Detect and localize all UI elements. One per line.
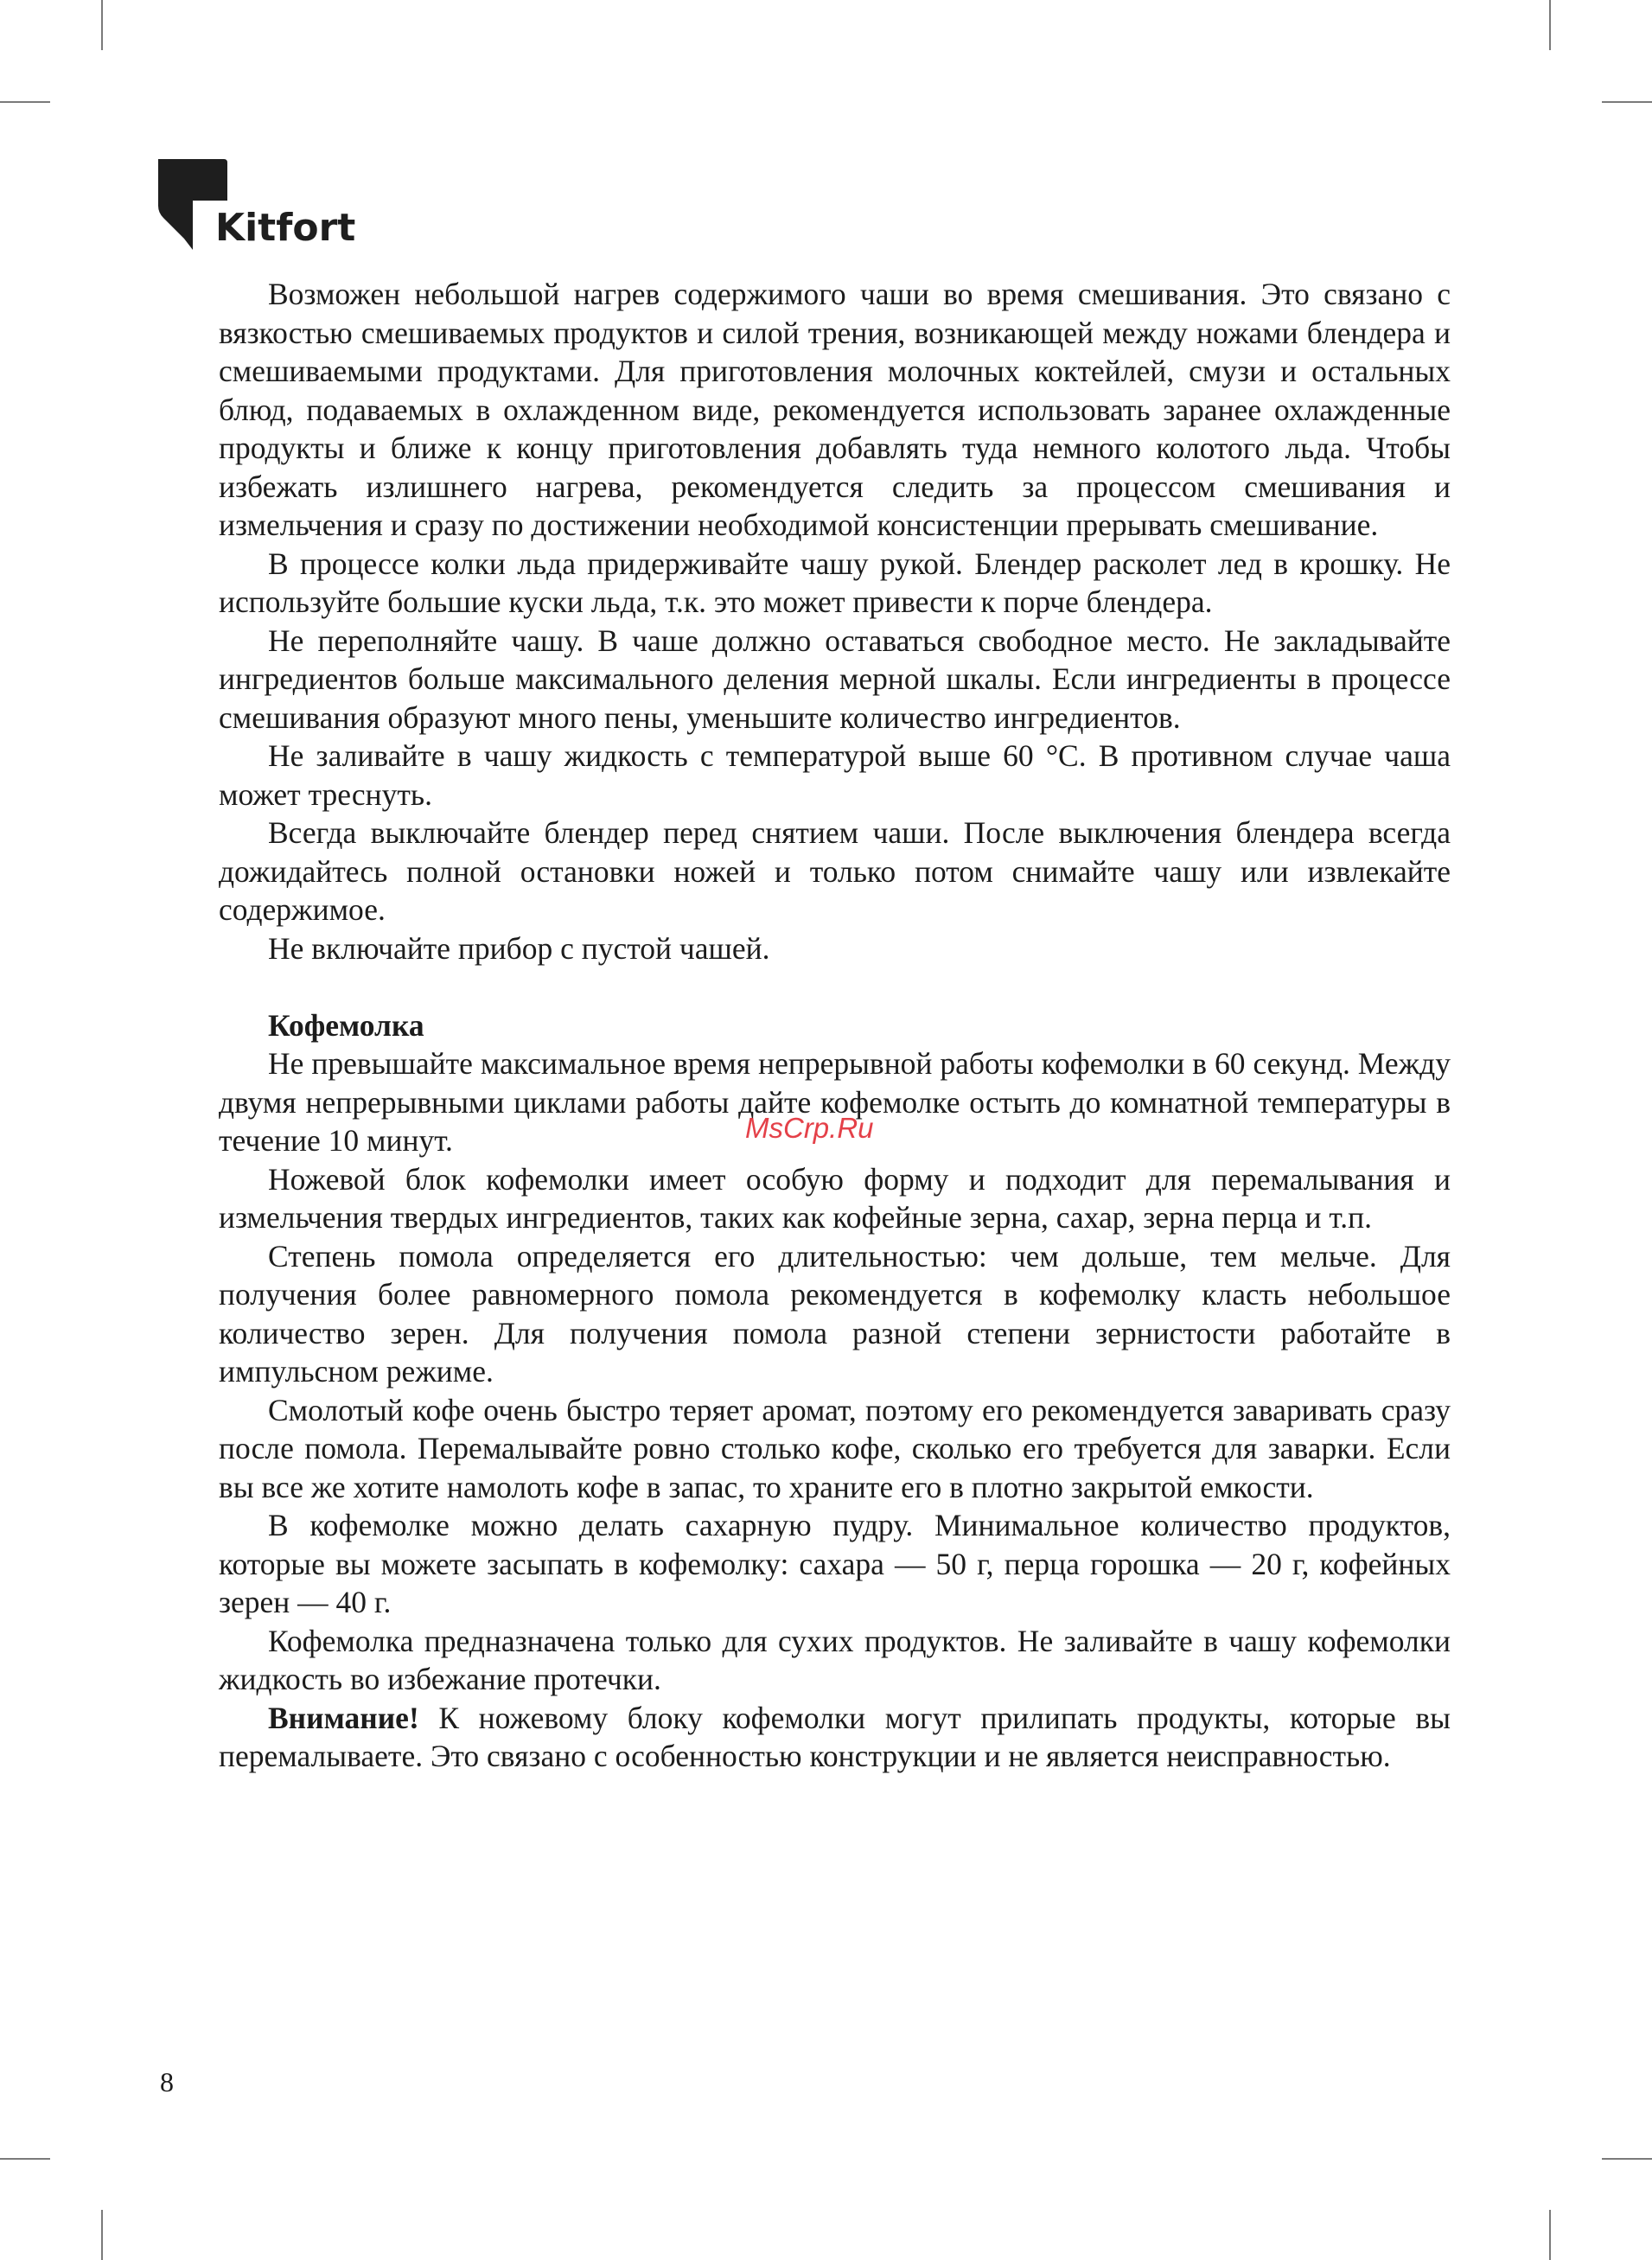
brand-name: Kitfort xyxy=(215,206,356,250)
brand-logo xyxy=(158,159,366,250)
warning-label: Внимание! xyxy=(268,1700,419,1735)
warning-text: К ножевому блоку кофемолки могут прилипать продукты, которые вы перемалываете. Это связано с особенностью конструкции и не является неисправностью. xyxy=(219,1700,1451,1773)
paragraph: Не превышайте максимальное время непрерывной работы кофемолки в 60 секунд. Между двумя непрерывными циклами работы дайте кофемолке остыть до комнатной температуры в течение 10 минут. xyxy=(219,1046,1451,1158)
paragraph: Степень помола определяется его длительностью: чем дольше, тем мельче. Для получения более равномерного помола рекомендуется в кофемолку класть небольшое количество зерен. Для получения помола разной степени зернистости работайте в импульсном режиме. xyxy=(219,1238,1451,1389)
paragraph: Не заливайте в чашу жидкость с температурой выше 60 °C. В противном случае чаша может треснуть. xyxy=(219,738,1451,812)
paragraph: Кофемолка предназначена только для сухих продуктов. Не заливайте в чашу кофемолки жидкость во избежание протечки. xyxy=(219,1623,1451,1696)
paragraph: Не переполняйте чашу. В чаше должно оставаться свободное место. Не закладывайте ингредиентов больше максимального деления мерной шкалы. Если ингредиенты в процессе смешивания образуют много пены, уменьшите количество ингредиентов. xyxy=(219,622,1451,735)
manual-text xyxy=(219,275,1451,1776)
crop-mark xyxy=(101,0,103,50)
paragraph: Не включайте прибор с пустой чашей. xyxy=(268,930,770,966)
paragraph: Ножевой блок кофемолки имеет особую форму и подходит для перемалывания и измельчения твердых ингредиентов, таких как кофейные зерна, сахар, зерна перца и т.п. xyxy=(219,1161,1451,1235)
section-heading: Кофемолка xyxy=(268,1007,424,1043)
crop-mark xyxy=(101,2210,103,2260)
paragraph: Возможен небольшой нагрев содержимого чаши во время смешивания. Это связано с вязкостью смешиваемых продуктов и силой трения, возникающей между ножами блендера и смешиваемыми продуктами. Для приготовления молочных коктейлей, смузи и остальных блюд, подаваемых в охлажденном виде, рекомендуется использовать заранее охлажденные продукты и ближе к концу приготовления добавлять туда немного колотого льда. Чтобы избежать излишнего нагрева, рекомендуется следить за процессом смешивания и измельчения и сразу по достижении необходимой консистенции прерывать смешивание. xyxy=(219,277,1451,542)
paragraph: Всегда выключайте блендер перед снятием чаши. После выключения блендера всегда дожидайтесь полной остановки ножей и только потом снимайте чашу или извлекайте содержимое. xyxy=(219,815,1451,927)
crop-mark xyxy=(1549,0,1551,50)
watermark: MsCrp.Ru xyxy=(745,1112,874,1144)
paragraph: В кофемолке можно делать сахарную пудру. Минимальное количество продуктов, которые вы можете засыпать в кофемолку: сахара — 50 г, перца горошка — 20 г, кофейных зерен — 40 г. xyxy=(219,1508,1451,1619)
crop-mark xyxy=(1602,101,1652,103)
crop-mark xyxy=(0,2158,50,2160)
paragraph: В процессе колки льда придерживайте чашу рукой. Блендер расколет лед в крошку. Не используйте большие куски льда, т.к. это может привести к порче блендера. xyxy=(219,546,1451,619)
crop-mark xyxy=(1602,2158,1652,2160)
crop-mark xyxy=(0,101,50,103)
crop-mark xyxy=(1549,2210,1551,2260)
page-number: 8 xyxy=(160,2066,174,2097)
paragraph: Смолотый кофе очень быстро теряет аромат, поэтому его рекомендуется заваривать сразу после помола. Перемалывайте ровно столько кофе, сколько его требуется для заварки. Если вы все же хотите намолоть кофе в запас, то храните его в плотно закрытой емкости. xyxy=(219,1392,1451,1504)
warning-paragraph xyxy=(219,1699,1451,1776)
